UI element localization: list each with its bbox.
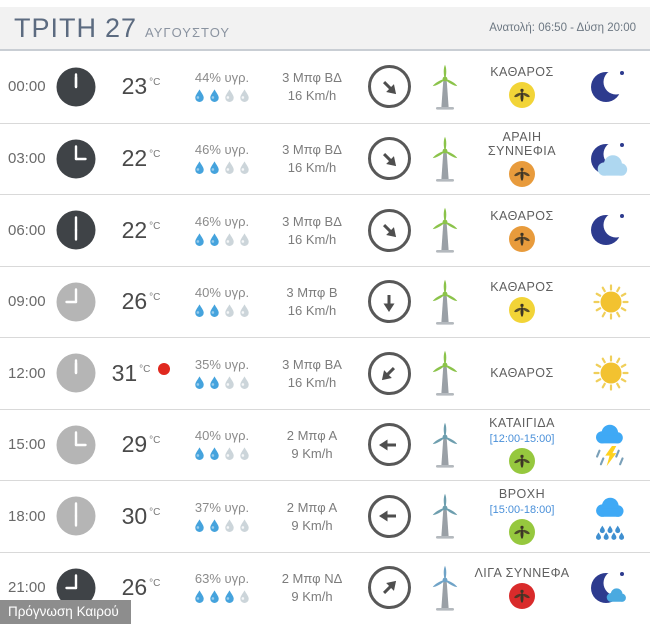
condition bbox=[472, 366, 572, 380]
wind-speed-label: 9 Km/h bbox=[291, 446, 333, 462]
humidity-drops-icon bbox=[193, 518, 251, 533]
humidity-drops-icon bbox=[193, 589, 251, 604]
wind-speed-label: 16 Km/h bbox=[287, 160, 337, 176]
temperature-unit: °C bbox=[149, 578, 161, 590]
wind-speed-label: 16 Km/h bbox=[287, 374, 337, 390]
time-label: 03:00 bbox=[8, 150, 46, 168]
temperature-unit: °C bbox=[139, 363, 151, 375]
weather-icon bbox=[572, 205, 650, 255]
humidity-label: 46% υγρ. bbox=[194, 142, 250, 158]
forecast-row bbox=[0, 123, 650, 195]
wind-info bbox=[264, 214, 360, 247]
wind-direction-icon bbox=[360, 352, 418, 395]
weather-icon bbox=[572, 420, 650, 470]
condition-label: ΚΑΘΑΡΟΣ bbox=[490, 366, 554, 381]
wind-beaufort-label: 3 Μπφ Β bbox=[286, 285, 338, 301]
wind-turbine-icon bbox=[418, 63, 472, 111]
time-label: 00:00 bbox=[8, 78, 46, 96]
wind-direction-icon bbox=[360, 209, 418, 252]
wind-direction-circle bbox=[368, 209, 411, 252]
wind-direction-circle bbox=[368, 566, 411, 609]
temperature bbox=[102, 75, 180, 98]
wind-direction-circle bbox=[368, 65, 411, 108]
wind-info bbox=[264, 357, 360, 390]
humidity-label: 40% υγρ. bbox=[194, 428, 250, 444]
wind-beaufort-label: 3 Μπφ ΒΔ bbox=[282, 142, 342, 158]
humidity bbox=[180, 285, 264, 318]
clock-icon bbox=[50, 282, 102, 322]
wind-turbine-icon bbox=[418, 206, 472, 254]
wind-direction-circle bbox=[368, 423, 411, 466]
wind-direction-icon bbox=[360, 137, 418, 180]
humidity-label: 37% υγρ. bbox=[194, 499, 250, 515]
wind-speed-label: 16 Km/h bbox=[287, 303, 337, 319]
wind-turbine-icon bbox=[418, 564, 472, 612]
humidity-label: 40% υγρ. bbox=[194, 285, 250, 301]
humidity bbox=[180, 571, 264, 604]
temperature bbox=[102, 147, 180, 170]
wind-turbine-icon bbox=[418, 421, 472, 469]
humidity bbox=[180, 142, 264, 175]
wind-direction-circle bbox=[368, 495, 411, 538]
condition bbox=[472, 566, 572, 609]
forecast-row bbox=[0, 337, 650, 409]
wind-beaufort-label: 2 Μπφ Α bbox=[286, 428, 338, 444]
clock-icon bbox=[50, 139, 102, 179]
condition-time-range: [15:00-18:00] bbox=[489, 504, 555, 517]
humidity-drops-icon bbox=[193, 88, 251, 103]
humidity bbox=[180, 214, 264, 247]
temperature-value: 26 bbox=[121, 574, 148, 601]
wind-info bbox=[264, 571, 360, 604]
wind-beaufort-label: 3 Μπφ ΒΑ bbox=[282, 356, 342, 372]
time-label: 15:00 bbox=[8, 436, 46, 454]
mosquito-activity-icon bbox=[509, 161, 535, 187]
temperature-unit: °C bbox=[149, 292, 161, 304]
temperature-value: 29 bbox=[121, 431, 148, 458]
wind-direction-icon bbox=[360, 566, 418, 609]
mosquito-activity-icon bbox=[509, 82, 535, 108]
forecast-row bbox=[0, 409, 650, 481]
humidity bbox=[180, 70, 264, 103]
temperature-value: 22 bbox=[121, 216, 148, 243]
humidity-drops-icon bbox=[193, 160, 251, 175]
forecast-row bbox=[0, 266, 650, 338]
wind-direction-circle bbox=[368, 280, 411, 323]
condition bbox=[472, 280, 572, 323]
header bbox=[0, 7, 650, 51]
day-number: 27 bbox=[105, 12, 138, 43]
temperature-unit: °C bbox=[149, 435, 161, 447]
forecast-table bbox=[0, 51, 650, 623]
wind-speed-label: 16 Km/h bbox=[287, 231, 337, 247]
condition bbox=[472, 209, 572, 252]
wind-direction-icon bbox=[360, 280, 418, 323]
condition-label: ΚΑΤΑΙΓΙΔΑ bbox=[489, 415, 555, 430]
humidity bbox=[180, 428, 264, 461]
humidity-label: 35% υγρ. bbox=[194, 356, 250, 372]
time-label: 21:00 bbox=[8, 579, 46, 597]
wind-beaufort-label: 3 Μπφ ΒΔ bbox=[282, 213, 342, 229]
humidity bbox=[180, 357, 264, 390]
wind-direction-circle bbox=[368, 137, 411, 180]
weather-icon bbox=[572, 277, 650, 327]
temperature-value: 30 bbox=[121, 502, 148, 529]
condition-label: ΚΑΘΑΡΟΣ bbox=[490, 280, 554, 295]
condition bbox=[472, 65, 572, 108]
condition-label: ΑΡΑΙΗ ΣΥΝΝΕΦΙΑ bbox=[487, 130, 557, 159]
wind-info bbox=[264, 70, 360, 103]
condition bbox=[472, 416, 572, 474]
time-label: 12:00 bbox=[8, 364, 46, 382]
wind-direction-icon bbox=[360, 423, 418, 466]
condition-label: ΚΑΘΑΡΟΣ bbox=[490, 65, 554, 80]
clock-icon bbox=[50, 496, 102, 536]
wind-turbine-icon bbox=[418, 349, 472, 397]
forecast-row bbox=[0, 194, 650, 266]
month-name: ΑΥΓΟΥΣΤΟΥ bbox=[145, 24, 231, 40]
temperature-unit: °C bbox=[149, 220, 161, 232]
temperature bbox=[102, 433, 180, 456]
temperature-value: 22 bbox=[121, 145, 148, 172]
clock-icon bbox=[50, 353, 102, 393]
wind-beaufort-label: 2 Μπφ Α bbox=[286, 499, 338, 515]
wind-speed-label: 9 Km/h bbox=[291, 589, 333, 605]
wind-beaufort-label: 2 Μπφ ΝΔ bbox=[281, 571, 343, 587]
wind-direction-circle bbox=[368, 352, 411, 395]
temperature-value: 31 bbox=[111, 359, 138, 386]
humidity bbox=[180, 500, 264, 533]
mosquito-activity-icon bbox=[509, 583, 535, 609]
temperature bbox=[102, 290, 180, 313]
humidity-drops-icon bbox=[193, 232, 251, 247]
weather-icon bbox=[572, 491, 650, 541]
humidity-label: 63% υγρ. bbox=[194, 571, 250, 587]
weather-icon bbox=[572, 348, 650, 398]
temperature bbox=[102, 216, 180, 243]
wind-turbine-icon bbox=[418, 278, 472, 326]
mosquito-activity-icon bbox=[509, 226, 535, 252]
condition bbox=[472, 487, 572, 545]
weather-icon bbox=[572, 62, 650, 112]
watermark-label: Πρόγνωση Καιρού bbox=[0, 600, 131, 624]
wind-turbine-icon bbox=[418, 135, 472, 183]
wind-turbine-icon bbox=[418, 492, 472, 540]
condition bbox=[472, 130, 572, 187]
wind-direction-icon bbox=[360, 495, 418, 538]
time-label: 09:00 bbox=[8, 293, 46, 311]
wind-info bbox=[264, 428, 360, 461]
heat-alert-dot bbox=[158, 363, 170, 375]
mosquito-activity-icon bbox=[509, 519, 535, 545]
temperature bbox=[102, 576, 180, 599]
clock-icon bbox=[50, 210, 102, 250]
condition-label: ΚΑΘΑΡΟΣ bbox=[490, 208, 554, 223]
mosquito-activity-icon bbox=[509, 448, 535, 474]
forecast-row bbox=[0, 51, 650, 123]
wind-info bbox=[264, 285, 360, 318]
weather-icon bbox=[572, 563, 650, 613]
condition-label: ΛΙΓΑ ΣΥΝΝΕΦΑ bbox=[474, 566, 570, 581]
time-label: 06:00 bbox=[8, 221, 46, 239]
temperature-unit: °C bbox=[149, 506, 161, 518]
condition-label: ΒΡΟΧΗ bbox=[498, 487, 546, 502]
humidity-drops-icon bbox=[193, 303, 251, 318]
clock-icon bbox=[50, 425, 102, 465]
date-title bbox=[14, 13, 230, 44]
humidity-label: 46% υγρ. bbox=[194, 213, 250, 229]
temperature-unit: °C bbox=[149, 149, 161, 161]
humidity-drops-icon bbox=[193, 375, 251, 390]
humidity-drops-icon bbox=[193, 446, 251, 461]
wind-info bbox=[264, 142, 360, 175]
temperature-unit: °C bbox=[149, 77, 161, 89]
time-label: 18:00 bbox=[8, 507, 46, 525]
wind-direction-icon bbox=[360, 65, 418, 108]
weather-icon bbox=[572, 134, 650, 184]
condition-time-range: [12:00-15:00] bbox=[489, 432, 555, 445]
temperature-value: 23 bbox=[121, 73, 148, 100]
sunrise-sunset-times: Ανατολή: 06:50 - Δύση 20:00 bbox=[489, 22, 636, 34]
wind-beaufort-label: 3 Μπφ ΒΔ bbox=[282, 70, 342, 86]
wind-speed-label: 9 Km/h bbox=[291, 517, 333, 533]
clock-icon bbox=[50, 67, 102, 107]
temperature-value: 26 bbox=[121, 288, 148, 315]
wind-info bbox=[264, 500, 360, 533]
temperature bbox=[102, 359, 180, 386]
day-name: ΤΡΙΤΗ bbox=[14, 12, 97, 43]
forecast-row bbox=[0, 480, 650, 552]
temperature bbox=[102, 502, 180, 529]
humidity-label: 44% υγρ. bbox=[194, 70, 250, 86]
mosquito-activity-icon bbox=[509, 297, 535, 323]
wind-speed-label: 16 Km/h bbox=[287, 88, 337, 104]
